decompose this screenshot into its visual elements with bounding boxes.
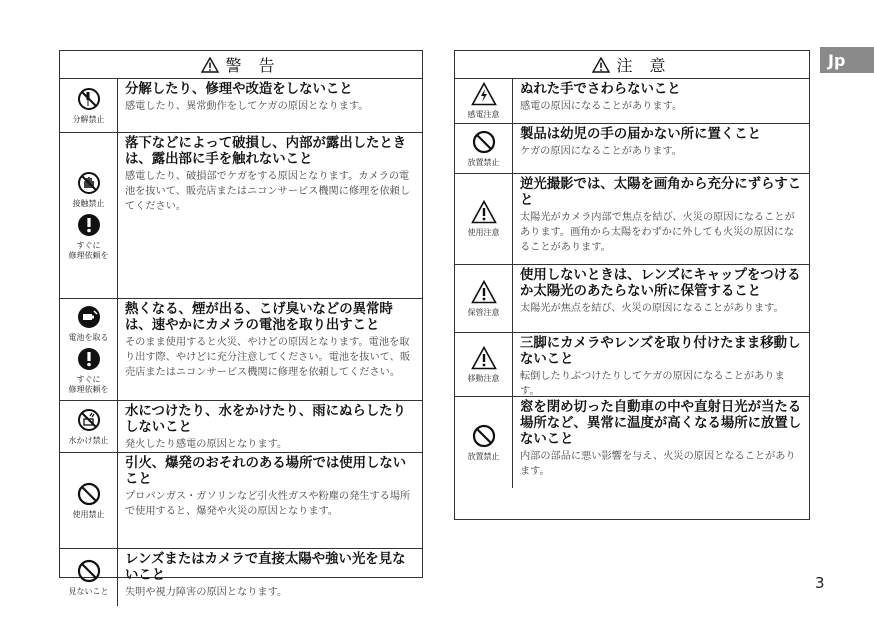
item-title: 製品は幼児の手の届かない所に置くこと: [520, 127, 762, 142]
item-title: レンズまたはカメラで直接太陽や強い光を見ないこと: [125, 552, 406, 583]
caution-panel: [454, 50, 810, 520]
item-title: 逆光撮影では、太陽を画角から充分にずらすこと: [520, 177, 802, 208]
warning-item: [60, 401, 422, 453]
caution-icon: [471, 280, 497, 308]
icon-block: [468, 424, 500, 462]
warning-item: [60, 549, 422, 606]
icon-column: [60, 79, 118, 132]
item-body: 太陽光がカメラ内部で焦点を結び、火災の原因になることがあります。画角から太陽をわずかに外しても火災の原因になることがあります。: [520, 212, 795, 253]
item-body: 感電したり、破損部でケガをする原因となります。カメラの電池を抜いて、販売店またはニコンサービス機関に修理を依頼してください。: [125, 171, 411, 212]
mandatory-icon: [77, 213, 101, 241]
icon-block: [69, 305, 109, 343]
item-body: 太陽光が焦点を結び、火災の原因になることがあります。: [520, 303, 784, 314]
text-column: [118, 453, 422, 548]
icon-label: 接触禁止: [72, 198, 105, 208]
text-column: [513, 333, 809, 396]
caution-item: [455, 124, 809, 174]
prohibited-icon: [77, 559, 101, 587]
remove-battery-icon: [77, 305, 101, 333]
icon-column: [455, 79, 513, 123]
caution-icon: [471, 200, 497, 228]
item-body: 感電したり、異常動作をしてケガの原因となります。: [125, 101, 369, 112]
icon-label: 放置禁止: [467, 451, 500, 461]
item-body: 発火したり感電の原因となります。: [125, 439, 288, 450]
item-body: ケガの原因になることがあります。: [520, 146, 682, 157]
item-body: 感電の原因になることがあります。: [520, 101, 683, 112]
mandatory-icon: [77, 347, 101, 375]
item-title: 窓を閉め切った自動車の中や直射日光が当たる場所など、異常に温度が高くなる場所に放置しないこと: [520, 400, 802, 447]
caution-triangle-icon: [592, 57, 610, 73]
icon-column: [60, 133, 118, 298]
icon-label: 分解禁止: [72, 114, 105, 124]
no-water-icon: [77, 408, 101, 436]
warning-header-text: 警 告: [225, 56, 281, 75]
icon-block: [69, 347, 109, 395]
caution-item: [455, 265, 809, 333]
item-title: 使用しないときは、レンズにキャップをつけるか太陽光のあたらない所に保管すること: [520, 268, 801, 299]
icon-label: すぐに 修理依頼を: [68, 240, 109, 260]
caution-icon: [471, 346, 497, 374]
icon-block: [468, 200, 500, 238]
icon-column: [455, 333, 513, 396]
caution-item: [455, 79, 809, 124]
icon-block: [468, 280, 500, 318]
icon-label: 感電注意: [467, 110, 500, 119]
icon-label: 保管注意: [467, 307, 500, 317]
item-body: プロパンガス・ガソリンなど引火性ガスや粉塵の発生する場所で使用すると、爆発や火災の原因となります。: [125, 491, 411, 517]
icon-column: [60, 549, 118, 606]
icon-block: [468, 130, 500, 168]
warning-item: [60, 133, 422, 299]
text-column: [118, 401, 422, 452]
icon-column: [455, 174, 513, 264]
item-title: ぬれた手でさわらないこと: [520, 82, 681, 97]
icon-column: [455, 397, 513, 488]
icon-block: [69, 408, 109, 446]
item-title: 水につけたり、水をかけたり、雨にぬらしたりしないこと: [125, 404, 406, 435]
disassembly-icon: [77, 87, 101, 115]
item-body: 失明や視力障害の原因となります。: [125, 587, 288, 598]
icon-label: すぐに 修理依頼を: [68, 374, 109, 394]
warning-triangle-icon: [201, 57, 219, 73]
icon-label: 移動注意: [467, 373, 500, 383]
warning-header: [60, 51, 422, 79]
text-column: [118, 299, 422, 400]
item-title: 分解したり、修理や改造をしないこと: [125, 82, 353, 97]
text-column: [513, 124, 809, 173]
icon-label: 放置禁止: [467, 157, 500, 167]
warning-list: [60, 79, 422, 606]
icon-label: 使用禁止: [72, 509, 105, 519]
text-column: [118, 549, 422, 606]
item-body: 内部の部品に悪い影響を与え、火災の原因となることがあります。: [520, 451, 796, 477]
prohibited-icon: [77, 482, 101, 510]
icon-block: [73, 87, 105, 125]
item-body: そのまま使用すると火災、やけどの原因となります。電池を取り出す際、やけどに充分注意してください。電池を抜いて、販売店またはニコンサービス機関に修理を依頼してください。: [125, 337, 411, 378]
icon-label: 見ないこと: [68, 586, 109, 596]
prohibited-icon: [472, 424, 496, 452]
icon-block: [73, 171, 105, 209]
icon-column: [455, 265, 513, 332]
item-title: 落下などによって破損し、内部が露出したときは、露出部に手を触れないこと: [125, 136, 407, 167]
text-column: [118, 79, 422, 132]
icon-block: [73, 482, 105, 520]
warning-item: [60, 299, 422, 401]
caution-header: [455, 51, 809, 79]
icon-label: 電池を取る: [68, 332, 109, 342]
item-title: 引火、爆発のおそれのある場所では使用しないこと: [125, 456, 407, 487]
item-title: 三脚にカメラやレンズを取り付けたまま移動しないこと: [520, 336, 801, 367]
text-column: [513, 397, 809, 488]
language-tab: Jp: [820, 47, 874, 73]
caution-item: [455, 333, 809, 397]
icon-column: [60, 453, 118, 548]
caution-item: [455, 174, 809, 265]
warning-item: [60, 453, 422, 549]
text-column: [513, 79, 809, 123]
item-title: 熱くなる、煙が出る、こげ臭いなどの異常時は、速やかにカメラの電池を取り出すこと: [125, 302, 393, 333]
icon-column: [60, 401, 118, 452]
icon-block: [468, 346, 500, 384]
warning-panel: [59, 50, 423, 598]
caution-header-text: 注 意: [616, 56, 672, 75]
electric-icon: [471, 82, 497, 110]
icon-block: [69, 213, 109, 261]
warning-item: [60, 79, 422, 133]
icon-block: [69, 559, 109, 597]
icon-label: 水かけ禁止: [68, 435, 109, 445]
text-column: [118, 133, 422, 298]
page-number: 3: [815, 574, 825, 592]
no-touch-icon: [77, 171, 101, 199]
caution-item: [455, 397, 809, 488]
prohibited-icon: [472, 130, 496, 158]
icon-column: [455, 124, 513, 173]
icon-block: [468, 82, 500, 120]
icon-column: [60, 299, 118, 400]
text-column: [513, 174, 809, 264]
item-body: 転倒したりぶつけたりしてケガの原因になることがあります。: [520, 371, 785, 397]
text-column: [513, 265, 809, 332]
icon-label: 使用注意: [467, 228, 500, 237]
caution-list: [455, 79, 809, 488]
